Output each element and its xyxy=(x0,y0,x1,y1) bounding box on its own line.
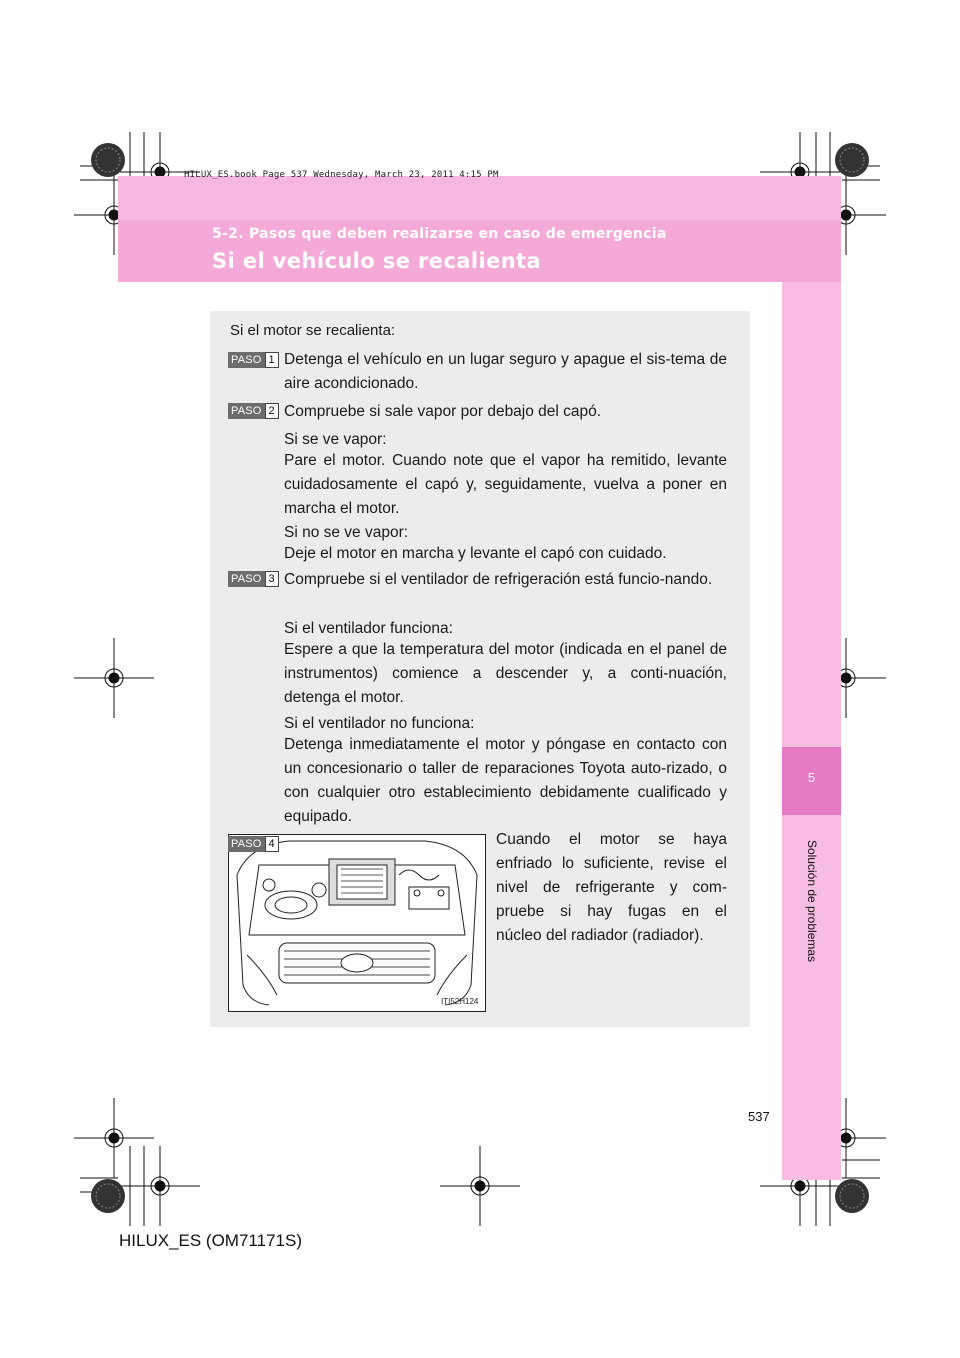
step-3-text: Compruebe si el ventilador de refrigeración está funcio-nando. xyxy=(284,571,713,588)
step-badge-2: PASO 2 xyxy=(228,403,279,419)
step-4-line-1: Cuando el motor se haya xyxy=(496,831,727,848)
step-4-line-5: núcleo del radiador (radiador). xyxy=(496,927,704,944)
step-1-text: Detenga el vehículo en un lugar seguro y apague el sis-tema de aire acondicionado. xyxy=(284,351,727,392)
side-strip xyxy=(782,282,841,1180)
step-badge-3: PASO 3 xyxy=(228,571,279,587)
step-4-line-4: pruebe si hay fugas en el xyxy=(496,903,727,920)
step-3-case-1-action: Espere a que la temperatura del motor (indicada en el panel de instrumentos) comience a descender y, a conti-nuación, detenga el motor. xyxy=(284,641,727,706)
step-3-case-1-condition: Si el ventilador funciona: xyxy=(284,620,453,637)
step-2-case-2-condition: Si no se ve vapor: xyxy=(284,524,409,541)
file-stamp: HILUX_ES.book Page 537 Wednesday, March 23, 2011 4:15 PM xyxy=(184,170,499,180)
step-3-case-2-condition: Si el ventilador no funciona: xyxy=(284,715,475,732)
step-2-case-2-action: Deje el motor en marcha y levante el capó con cuidado. xyxy=(284,545,667,562)
page-title: Si el vehículo se recalienta xyxy=(212,249,542,273)
footer-model-code: HILUX_ES (OM71171S) xyxy=(119,1231,302,1250)
step-4-line-3: nivel de refrigerante y com- xyxy=(496,879,727,896)
page-number: 537 xyxy=(748,1109,770,1124)
intro-text: Si el motor se recalienta: xyxy=(230,322,396,339)
header-top-band xyxy=(118,176,841,220)
engine-compartment-drawing xyxy=(229,835,485,1011)
illustration-code: ITI52H124 xyxy=(441,997,479,1006)
step-badge-4: PASO 4 xyxy=(228,836,279,852)
step-badge-1: PASO 1 xyxy=(228,352,279,368)
step-3-case-2-action: Detenga inmediatamente el motor y póngase en contacto con un concesionario o taller de reparaciones Toyota auto-rizado, o con cualquier otro establecimiento debidamente cualificado y equipado. xyxy=(284,736,727,825)
step-2-case-1-condition: Si se ve vapor: xyxy=(284,431,387,448)
engine-bay-illustration xyxy=(228,834,486,1012)
step-2-text: Compruebe si sale vapor por debajo del capó. xyxy=(284,403,602,420)
step-2-case-1-action: Pare el motor. Cuando note que el vapor ha remitido, levante cuidadosamente el capó y, seguidamente, vuelva a poner en marcha el motor. xyxy=(284,452,727,517)
step-4-line-2: enfriado lo suficiente, revise el xyxy=(496,855,727,872)
chapter-number: 5 xyxy=(807,770,816,785)
section-label: 5-2. Pasos que deben realizarse en caso de emergencia xyxy=(212,226,667,242)
chapter-title: Solución de problemas xyxy=(805,839,819,963)
